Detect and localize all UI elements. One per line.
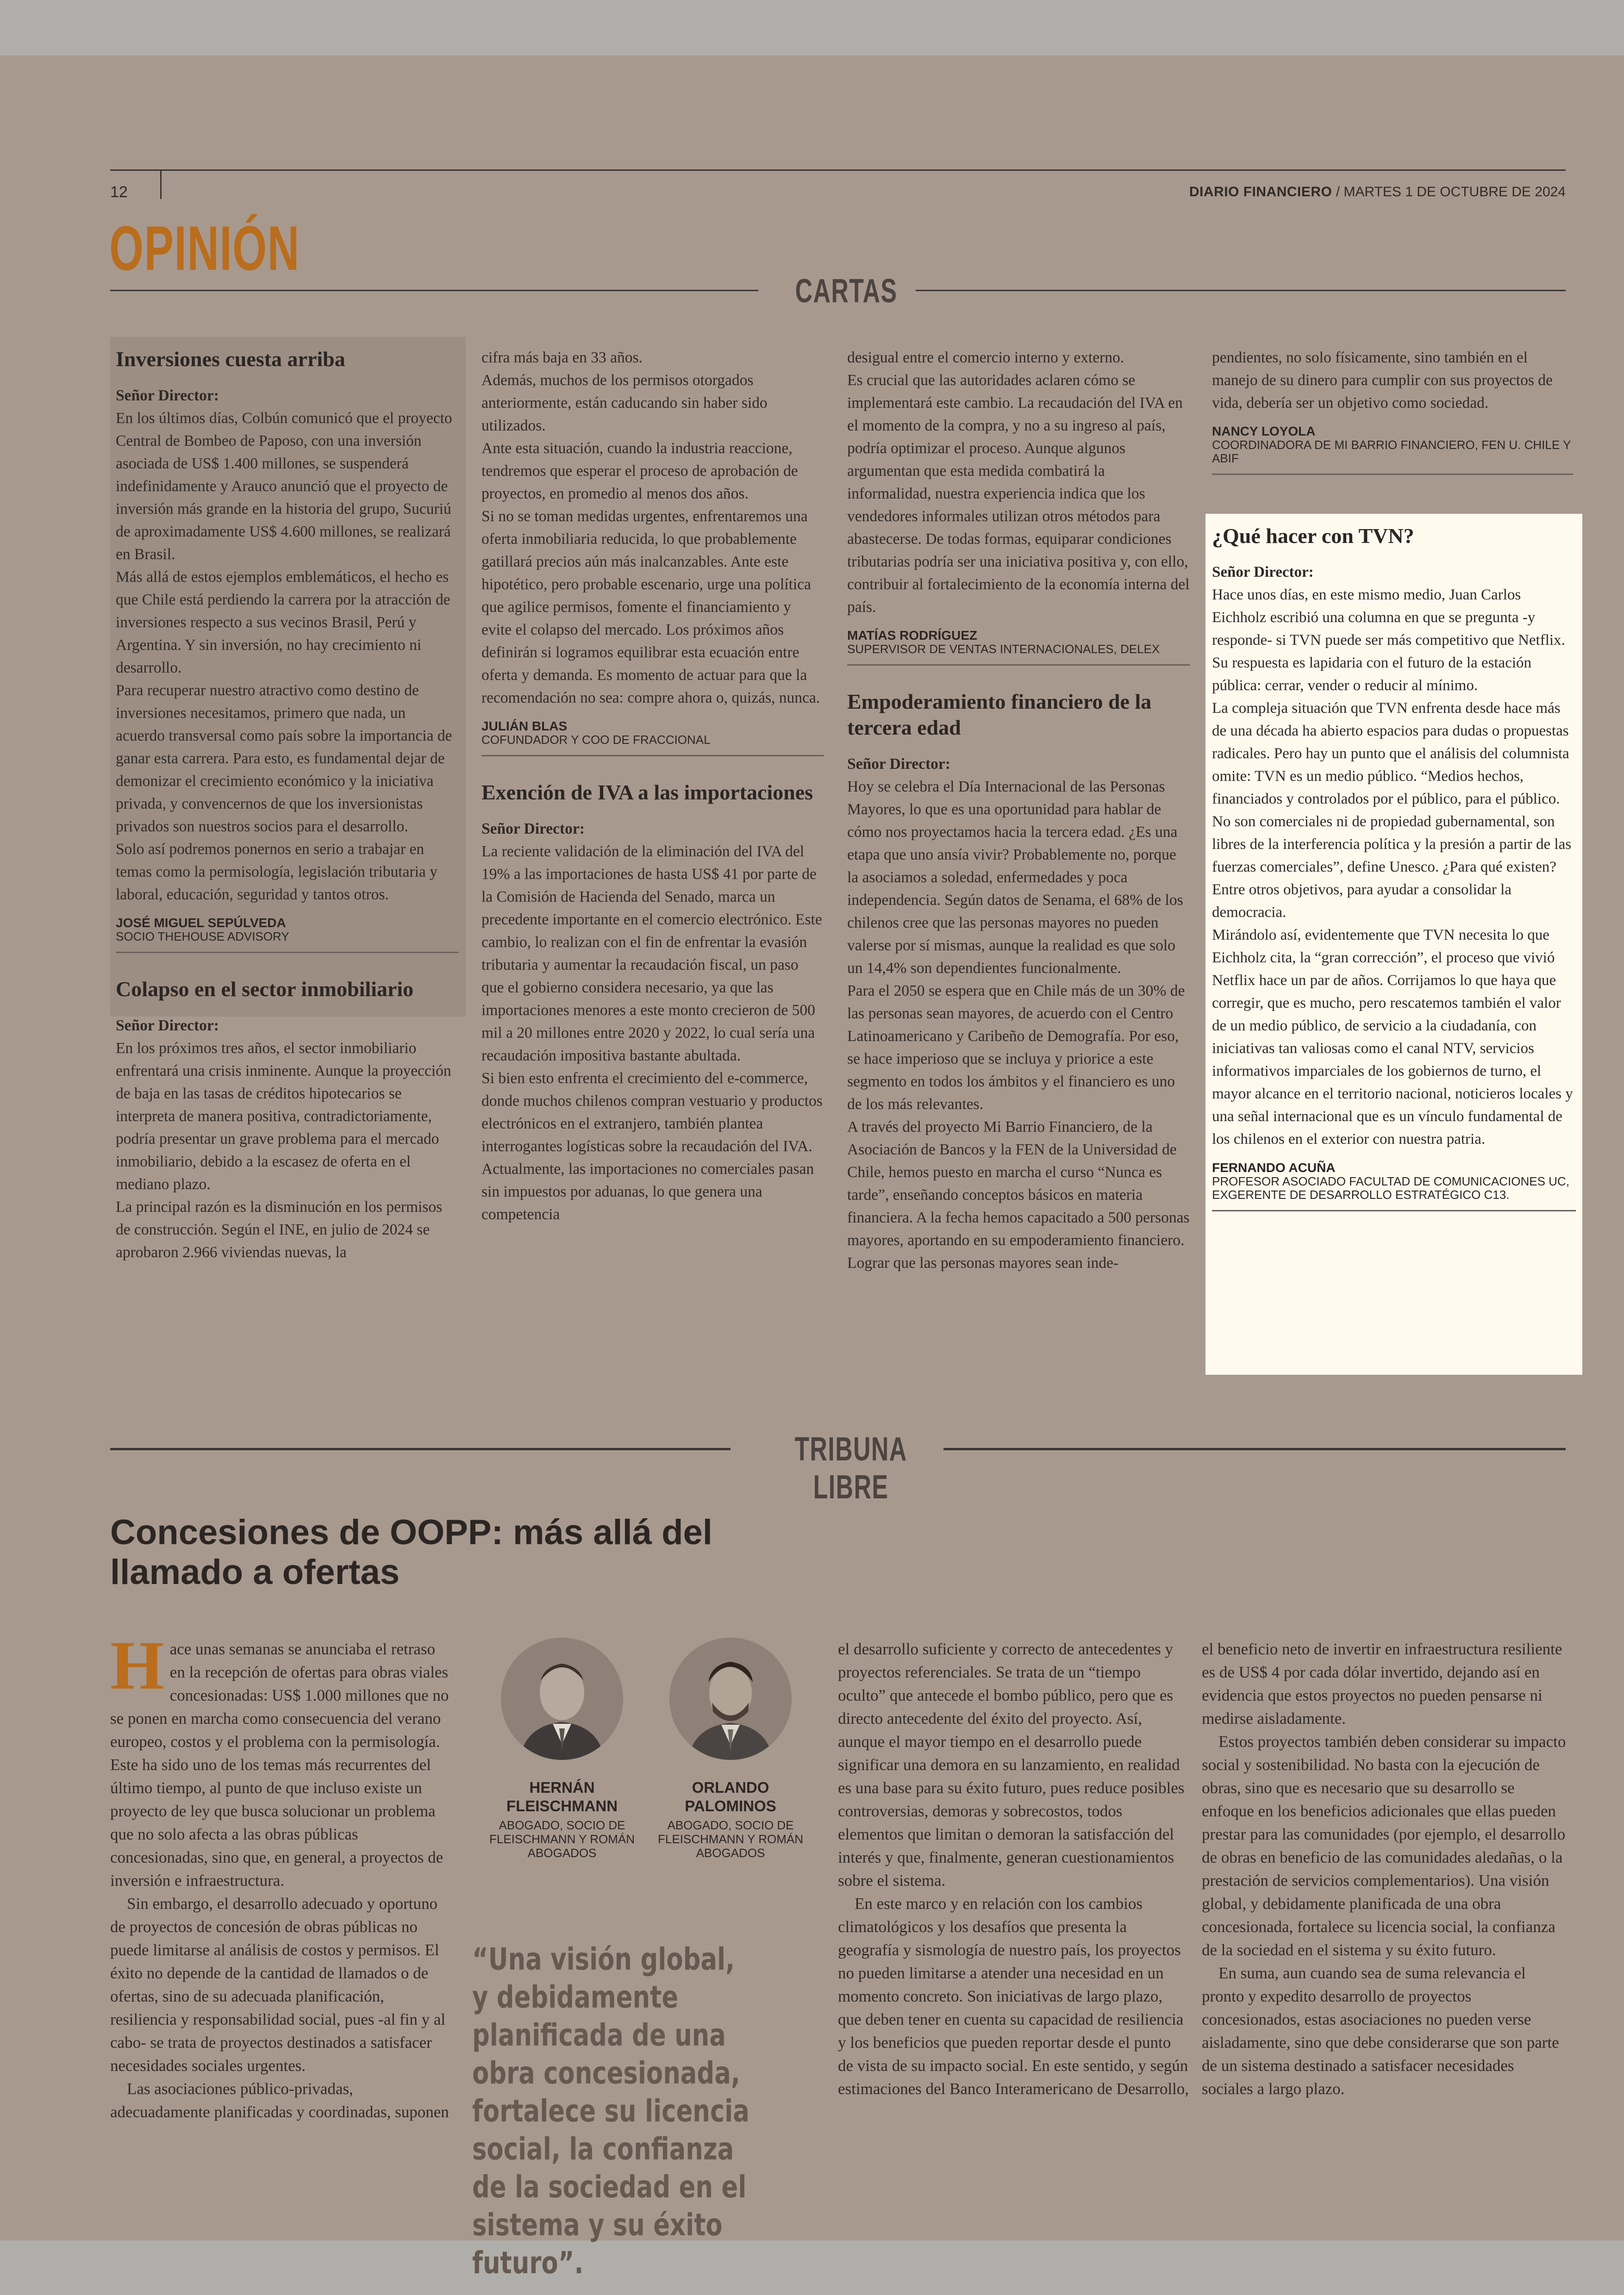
article-column-4 <box>1202 1638 1568 2101</box>
header-tick <box>160 169 162 199</box>
drop-cap: H <box>110 1627 164 1704</box>
letters-column-1 <box>116 346 458 1264</box>
letter-author-role: PROFESOR ASOCIADO FACULTAD DE COMUNICACIONES UC, EXGERENTE DE DESARROLLO ESTRATÉGICO C13. <box>1212 1175 1576 1211</box>
article-paragraph: ace unas semanas se anunciaba el retraso en la recepción de ofertas para obras viales concesionadas: US$ 1.000 millones que no se ponen en marcha como consecuencia del verano europeo, costos y el problema con la permisología. Este ha sido uno de los temas más recurrentes del último tiempo, al punto de que incluso existe un proyecto de ley que busca solucionar un problema que no solo afecta a las obras públicas concesionadas, sino que, en general, a proyectos de inversión e infraestructura. <box>110 1640 449 1890</box>
band-line-right <box>916 290 1566 291</box>
letter-salute: Señor Director: <box>481 820 585 837</box>
masthead <box>1189 184 1566 200</box>
tribuna-label: TRIBUNA LIBRE <box>794 1431 907 1506</box>
cartas-band <box>110 272 1566 309</box>
letter-paragraph: Es crucial que las autoridades aclaren cómo se implementará este cambio. La recaudación del IVA en el momento de la compra, y no a su ingreso al país, podría optimizar el proceso. Aunque algunos argumentan que esta medida combatirá la informalidad, nuestra experiencia indica que los vendedores informales utilizan otros métodos para abastecerse. De todas formas, equiparar condiciones tributarias podría ser una iniciativa positiva y, con ello, contribuir al fortalecimiento de la economía interna del país. <box>847 372 1190 616</box>
letters-column-2 <box>481 346 824 1226</box>
letter-paragraph: Si no se toman medidas urgentes, enfrentaremos una oferta inmobiliaria reducida, lo que probablemente gatillará precios aún más inalcanzables. Ante este hipotético, pero probable escenario, urge una política que agilice permisos, fomente el financiamiento y evite el colapso del mercado. Los próximos años definirán si logramos equilibrar esta ecuación entre oferta y demanda. Es momento de actuar para que la recomendación no sea: compre ahora o, quizás, nunca. <box>481 508 820 706</box>
letter-signature: MATÍAS RODRÍGUEZ <box>847 628 978 642</box>
letter-signature: NANCY LOYOLA <box>1212 424 1316 438</box>
letter-paragraph: Lograr que las personas mayores sean inde- <box>847 1254 1119 1272</box>
page-number: 12 <box>110 183 128 201</box>
letter-paragraph: La principal razón es la disminución en los permisos de construcción. Según el INE, en julio de 2024 se aprobaron 2.966 viviendas nuevas, la <box>116 1198 443 1261</box>
letter-tvn <box>1212 523 1576 1211</box>
author-role: ABOGADO, SOCIO DE FLEISCHMANN Y ROMÁN ABOGADOS <box>658 1818 803 1860</box>
letter-salute: Señor Director: <box>1212 564 1314 580</box>
letter-paragraph: desigual entre el comercio interno y externo. <box>847 349 1124 366</box>
letters-column-4 <box>1212 346 1573 498</box>
letter-signature: JOSÉ MIGUEL SEPÚLVEDA <box>116 916 286 930</box>
letter-title: Inversiones cuesta arriba <box>116 347 345 371</box>
letter-author-role: SOCIO THEHOUSE ADVISORY <box>116 930 458 953</box>
letters-column-3 <box>847 346 1190 1274</box>
section-title: OPINIÓN <box>109 213 300 283</box>
band-line-left <box>110 290 758 291</box>
article-column-1 <box>110 1627 453 2124</box>
article-paragraph: Las asociaciones público-privadas, adecuadamente planificadas y coordinadas, suponen <box>110 2080 449 2121</box>
article-paragraph: el desarrollo suficiente y correcto de antecedentes y proyectos referenciales. Se trata de un “tiempo oculto” que antecede el bombo público, pero que es directo antecedente del éxito del proyecto. Así, aunque el mayor tiempo en el desarrollo puede significar una demora en su lanzamiento, en realidad es una base para su éxito futuro, pues reduce posibles controversias, demoras y sobrecostos, todos elementos que limitan o demoran la satisfacción del interés y que, finalmente, generan cuestionamientos sobre el sistema. <box>838 1640 1185 1890</box>
portrait-photo-orlando <box>669 1638 792 1760</box>
letter-paragraph: La reciente validación de la eliminación del IVA del 19% a las importaciones de hasta US$ 41 por parte de la Comisión de Hacienda del Senado, marca un precedente importante en el comercio electrónico. Este cambio, lo realizan con el fin de enfrentar la evasión tributaria y aumentar la recaudación fiscal, un paso que el gobierno considera necesario, ya que las importaciones menores a este monto crecieron de 500 mil a 20 millones entre 2020 y 2022, lo cual sería una recaudación impositiva bastante abultada. <box>481 843 822 1064</box>
letter-paragraph: En los próximos tres años, el sector inmobiliario enfrentará una crisis inminente. Aunque la proyección de baja en las tasas de créditos hipotecarios se interpreta de manera positiva, contradictoriamente, podría presentar un grave problema para el mercado inmobiliario, debido a la escasez de oferta en el mediano plazo. <box>116 1040 451 1193</box>
letter-author-role: COORDINADORA DE MI BARRIO FINANCIERO, FEN U. CHILE Y ABIF <box>1212 438 1573 475</box>
letter-paragraph: cifra más baja en 33 años. <box>481 349 643 366</box>
letter-paragraph: Solo así podremos ponernos en serio a trabajar en temas como la permisología, legislación tributaria y laboral, educación, seguridad y tantos otros. <box>116 841 437 903</box>
letter-paragraph: Hoy se celebra el Día Internacional de las Personas Mayores, lo que es una oportunidad para hablar de cómo nos proyectamos hacia la tercera edad. ¿Es una etapa que uno ansía vivir? Probablemente no, porque la asociamos a soledad, enfermedades y poca independencia. Según datos de Senama, el 68% de los chilenos cree que las personas mayores no pueden valerse por sí mismas, aunque la realidad es que solo un 14,4% son dependientes funcionalmente. <box>847 778 1183 977</box>
author-role: ABOGADO, SOCIO DE FLEISCHMANN Y ROMÁN ABOGADOS <box>489 1818 635 1860</box>
cartas-label: CARTAS <box>795 273 898 310</box>
letter-paragraph: Si bien esto enfrenta el crecimiento del e-commerce, donde muchos chilenos compran vestuario y productos electrónicos en el extranjero, también plantea interrogantes logísticas sobre la recaudación del IVA. Actualmente, las importaciones no comerciales pasan sin impuestos por aduanas, lo que genera una competencia <box>481 1070 823 1223</box>
letter-title: Colapso en el sector inmobiliario <box>116 977 414 1001</box>
article-paragraph: el beneficio neto de invertir en infraestructura resiliente es de US$ 4 por cada dólar invertido, dejando así en evidencia que estos proyectos no pueden pensarse ni medirse aisladamente. <box>1202 1640 1562 1727</box>
letter-title: ¿Qué hacer con TVN? <box>1212 524 1414 548</box>
letter-salute: Señor Director: <box>116 387 219 404</box>
article-column-3 <box>838 1638 1190 2101</box>
letter-signature: JULIÁN BLAS <box>481 719 568 733</box>
article-paragraph: Sin embargo, el desarrollo adecuado y oportuno de proyectos de concesión de obras públicas no puede limitarse al análisis de costos y permisos. El éxito no depende de la cantidad de llamados o de ofertas, sino de su adecuada planificación, resiliencia y responsabilidad social, pues -al fin y al cabo- se trata de proyectos destinados a satisfacer necesidades sociales urgentes. <box>110 1895 446 2075</box>
letter-paragraph: pendientes, no solo físicamente, sino también en el manejo de su dinero para cumplir con sus proyectos de vida, debería ser un objetivo como sociedad. <box>1212 349 1553 412</box>
letter-paragraph: A través del proyecto Mi Barrio Financiero, de la Asociación de Bancos y la FEN de la Universidad de Chile, hemos puesto en marcha el curso “Nunca es tarde”, enseñando conceptos básicos en materia financiera. A la fecha hemos capacitado a 500 personas mayores, aportando en su empoderamiento financiero. <box>847 1118 1190 1249</box>
band-line-right <box>943 1448 1566 1450</box>
pull-quote: “Una visión global, y debidamente planificada de una obra concesionada, fortalece su licencia social, la confianza de la sociedad en el sistema y su éxito futuro”. <box>472 1941 750 2281</box>
article-paragraph: Estos proyectos también deben considerar su impacto social y sostenibilidad. No basta con la ejecución de obras, sino que es necesario que su desarrollo se enfoque en los beneficios adicionales que ellas pueden prestar para las comunidades (por ejemplo, el desarrollo de obras en beneficio de las comunidades aledañas, o la prestación de servicios complementarios). Una visión global, y debidamente planificada de una obra concesionada, fortalece su licencia social, la confianza de la sociedad en el sistema y su éxito futuro. <box>1202 1733 1566 1959</box>
letter-author-role: COFUNDADOR Y COO DE FRACCIONAL <box>481 733 824 756</box>
letter-salute: Señor Director: <box>116 1017 219 1034</box>
letter-paragraph: Más allá de estos ejemplos emblemáticos, el hecho es que Chile está perdiendo la carrera por la atracción de inversiones respecto a sus vecinos Brasil, Perú y Argentina. Y sin inversión, no hay crecimiento ni desarrollo. <box>116 568 450 676</box>
tribuna-band <box>110 1430 1566 1506</box>
author-name: HERNÁN FLEISCHMANN <box>506 1779 618 1815</box>
letter-paragraph: Hace unos días, en este mismo medio, Juan Carlos Eichholz escribió una columna en que se pregunta -y responde- si TVN puede ser más competitivo que Netflix. Su respuesta es lapidaria con el futuro de la estación pública: cerrar, vender o reducir al mínimo. <box>1212 586 1565 694</box>
article-headline: Concesiones de OOPP: más allá del llamado a ofertas <box>110 1513 712 1592</box>
letter-paragraph: Para recuperar nuestro atractivo como destino de inversiones necesitamos, primero que nada, un acuerdo transversal como país sobre la importancia de ganar esta carrera. Para esto, es fundamental dejar de demonizar el crecimiento económico y la iniciativa privada, y convencernos de que los inversionistas privados son nuestros socios para el desarrollo. <box>116 682 452 835</box>
letter-title: Empoderamiento financiero de la tercera edad <box>847 690 1152 739</box>
issue-date: / MARTES 1 DE OCTUBRE DE 2024 <box>1336 184 1566 200</box>
letter-paragraph: Mirándolo así, evidentemente que TVN necesita lo que Eichholz cita, la “gran corrección”, el proceso que vivió Netflix hace un par de años. Corrijamos lo que haya que corregir, que es mucho, pero rescatemos también el valor de un medio público, de servicio a la ciudadanía, con iniciativas tan valiosas como el canal NTV, servicios informativos imparciales de los gobiernos de turno, el mayor alcance en el territorio nacional, noticieros locales y una señal internacional que es un vínculo fundamental de los chilenos en el exterior con nuestra patria. <box>1212 927 1573 1148</box>
person-icon <box>669 1638 792 1760</box>
letter-signature: FERNANDO ACUÑA <box>1212 1160 1336 1175</box>
header-rule <box>110 169 1566 171</box>
letter-author-role: SUPERVISOR DE VENTAS INTERNACIONALES, DELEX <box>847 642 1190 666</box>
article-paragraph: En suma, aun cuando sea de suma relevancia el pronto y expedito desarrollo de proyectos concesionados, estas asociaciones no pueden verse aisladamente, sino que debe considerarse que son parte de un sistema destinado a satisfacer necesidades sociales a largo plazo. <box>1202 1964 1559 2098</box>
letter-paragraph: La compleja situación que TVN enfrenta desde hace más de una década ha abierto espacios para dudas o propuestas radicales. Pero hay un punto que el análisis del columnista omite: TVN es un medio público. “Medios hechos, financiados y controlados por el público, para el público. No son comerciales ni de propiedad gubernamental, son libres de la interferencia política y la presión a partir de las fuerzas comerciales”, define Unesco. ¿Para qué existen? Entre otros objetivos, para ayudar a consolidar la democracia. <box>1212 700 1572 921</box>
letter-title: Exención de IVA a las importaciones <box>481 780 813 804</box>
letter-paragraph: En los últimos días, Colbún comunicó que el proyecto Central de Bombeo de Paposo, con una inversión asociada de US$ 1.400 millones, se suspenderá indefinidamente y Arauco anunció que el proyecto de inversión más grande en la historia del grupo, Sucuriú de aproximadamente US$ 4.600 millones, se realizará en Brasil. <box>116 410 452 563</box>
letter-salute: Señor Director: <box>847 755 950 773</box>
band-line-left <box>110 1448 731 1450</box>
paper-name: DIARIO FINANCIERO <box>1189 184 1332 200</box>
portrait-photo-hernan <box>501 1638 623 1760</box>
letter-paragraph: Además, muchos de los permisos otorgados anteriormente, están caducando sin haber sido utilizados. <box>481 372 768 434</box>
author-name: ORLANDO PALOMINOS <box>685 1779 776 1815</box>
letter-paragraph: Ante esta situación, cuando la industria reaccione, tendremos que esperar el proceso de aprobación de proyectos, en promedio al menos dos años. <box>481 440 798 502</box>
letter-paragraph: Para el 2050 se espera que en Chile más de un 30% de las personas sean mayores, de acuerdo con el Centro Latinoamericano y Caribeño de Demografía. Por eso, se hace imperioso que se incluya y priorice a este segmento en todos los ámbitos y el financiero es uno de los más relevantes. <box>847 982 1185 1113</box>
article-paragraph: En este marco y en relación con los cambios climatológicos y los desafíos que presenta la geografía y sismología de nuestro país, los proyectos no pueden limitarse a atender una necesidad en un momento concreto. Son iniciativas de largo plazo, que deben tener en cuenta su capacidad de resiliencia y los beneficios que pueden reportar desde el punto de vista de su impacto social. En este sentido, y según estimaciones del Banco Interamericano de Desarrollo, <box>838 1895 1189 2098</box>
person-icon <box>501 1638 623 1760</box>
